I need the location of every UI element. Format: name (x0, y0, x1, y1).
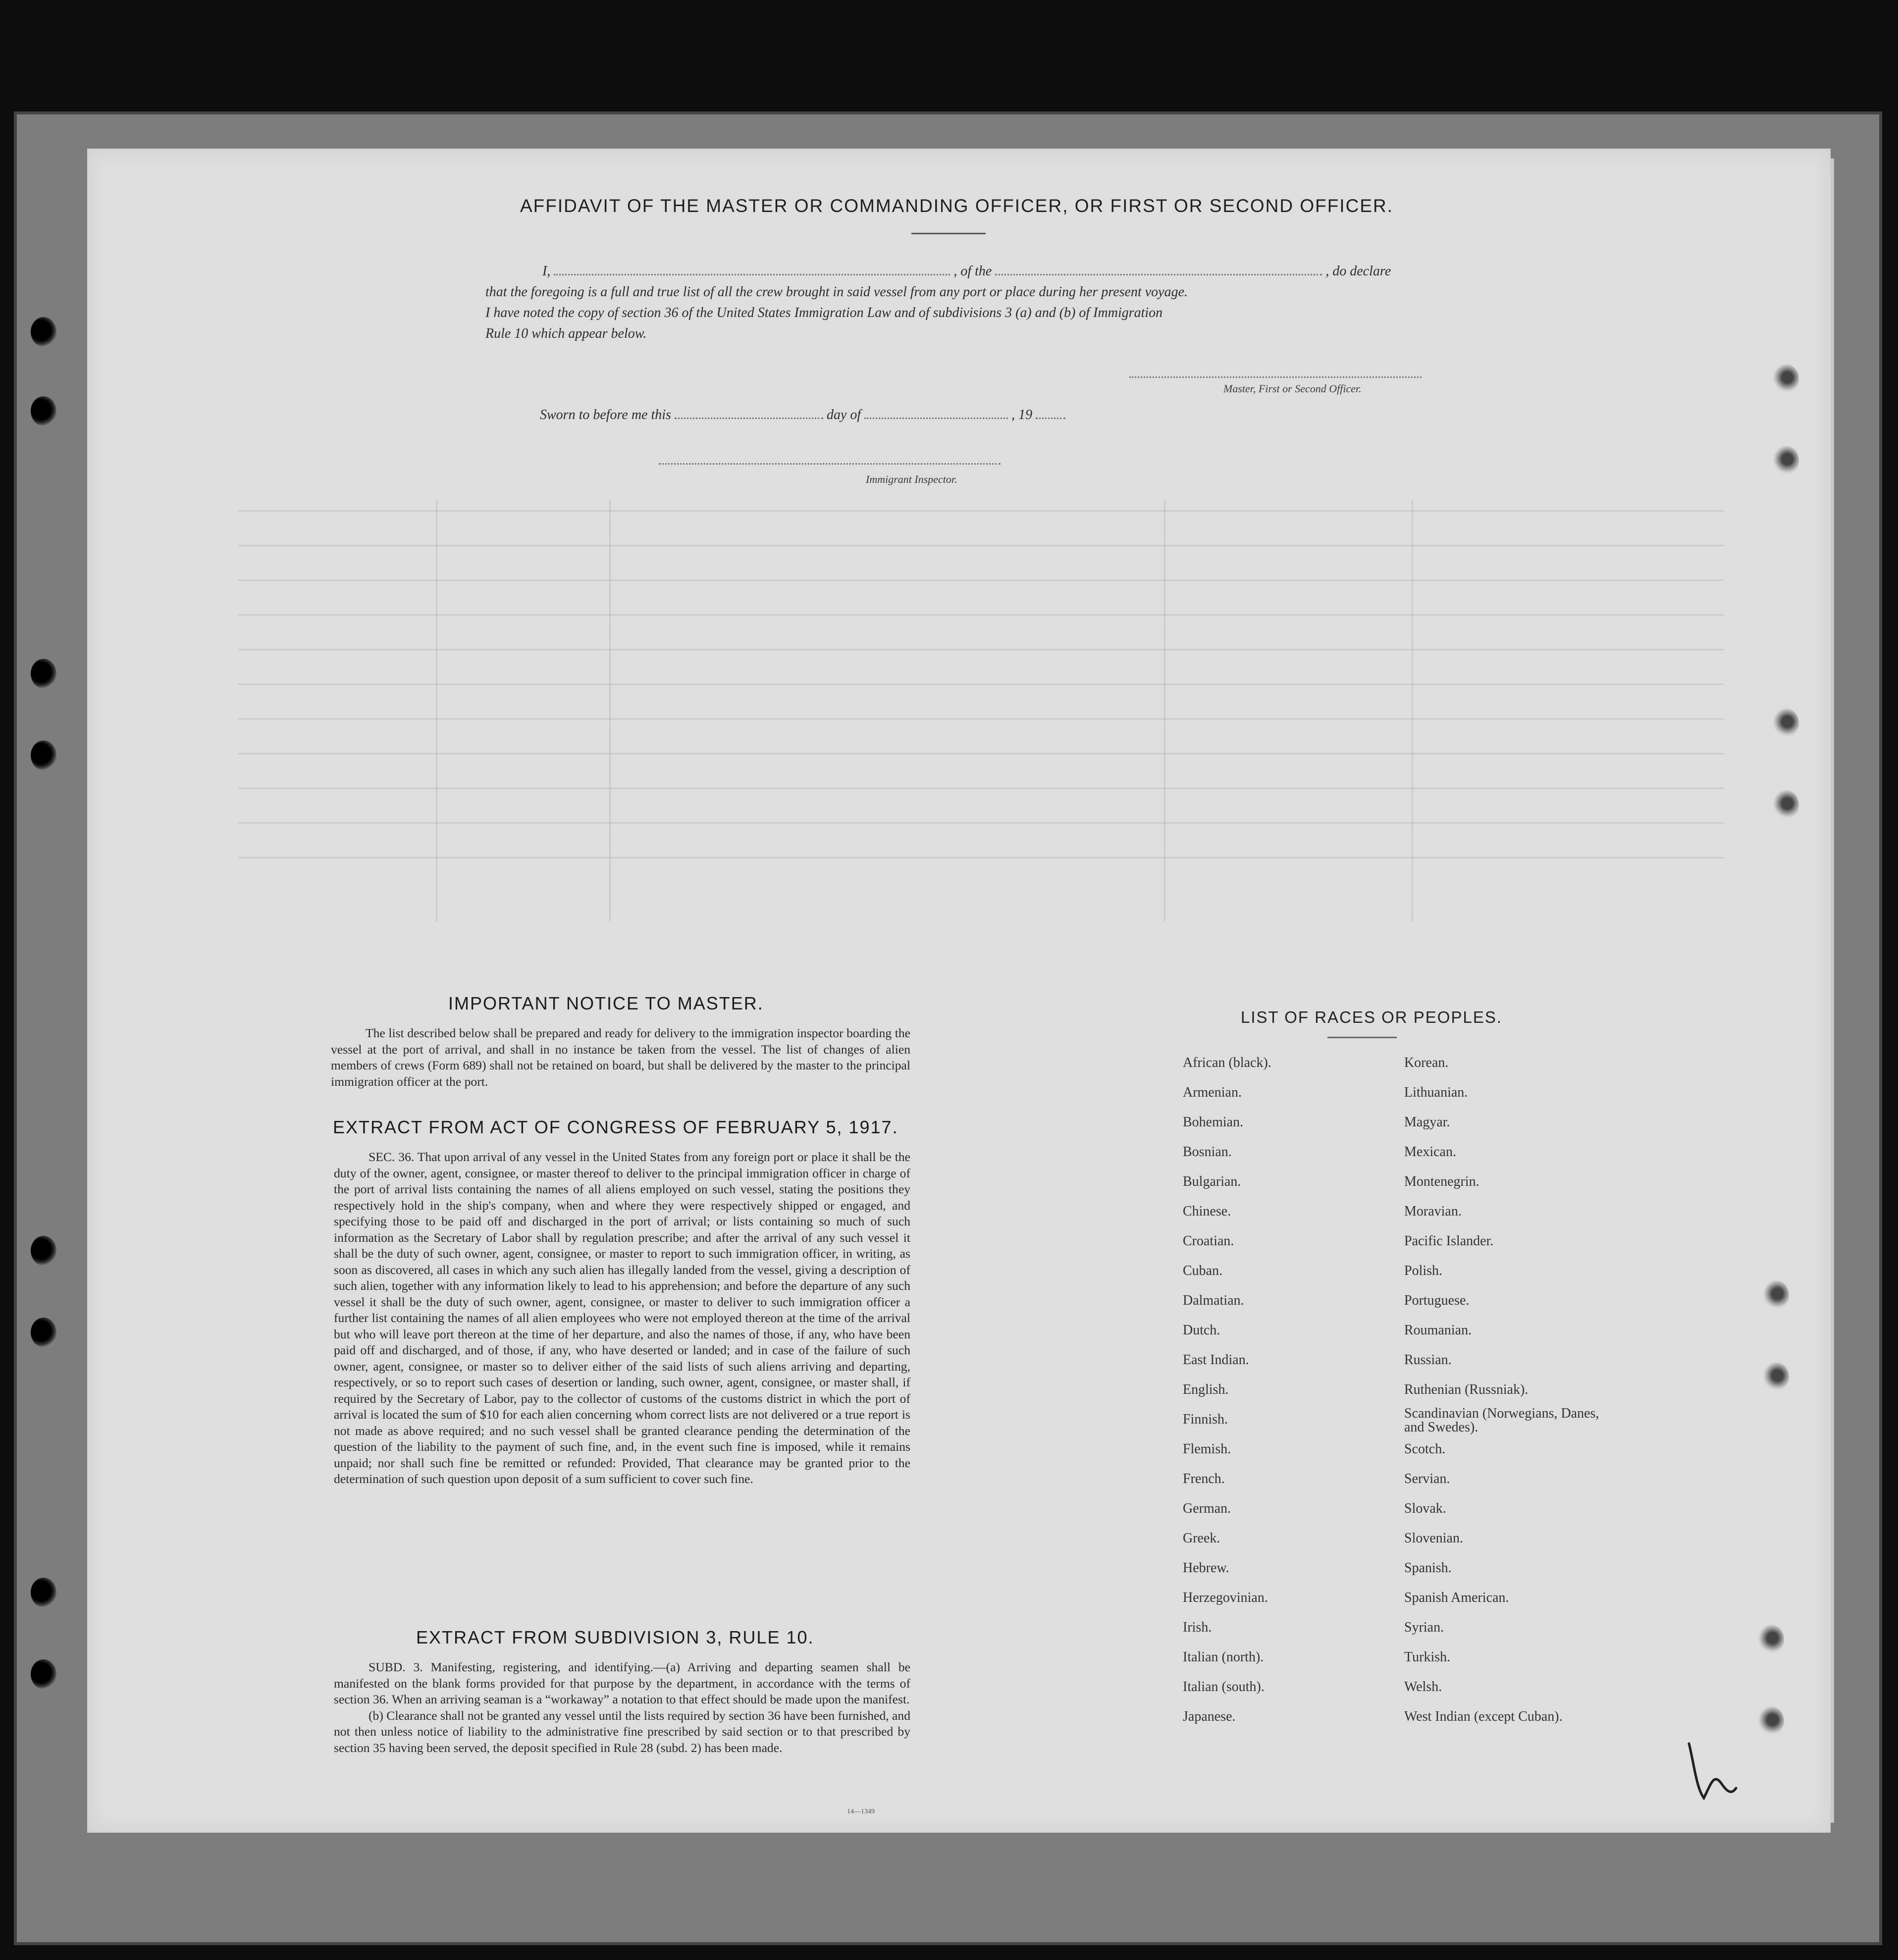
race-item: Magyar. (1404, 1114, 1450, 1130)
binder-hole-left-6 (31, 1318, 56, 1347)
title-divider (911, 233, 986, 234)
binder-hole-left-4 (31, 741, 56, 770)
binder-hole-right-3 (1773, 708, 1799, 738)
binder-hole-right-7 (1758, 1625, 1784, 1654)
sworn-line (540, 407, 1065, 423)
race-item: Bulgarian. (1183, 1174, 1241, 1189)
race-item: Finnish. (1183, 1412, 1228, 1427)
race-item: Herzegovinian. (1183, 1590, 1268, 1605)
race-item: Moravian. (1404, 1204, 1462, 1219)
sworn-year-field[interactable] (1036, 408, 1065, 419)
notice-text: The list described below shall be prepared and ready for delivery to the immigration inspector boarding the vessel at the port of arrival, and shall in no instance be taken from the vessel. The list of changes of alien members of crews (Form 689) shall not be retained on board, but shall be delivered by the master to the principal immigration officer at the port. (331, 1026, 910, 1089)
race-item: Pacific Islander. (1404, 1233, 1494, 1249)
binder-hole-right-1 (1773, 364, 1799, 394)
race-item: Portuguese. (1404, 1293, 1470, 1308)
race-item: West Indian (except Cuban). (1404, 1709, 1563, 1724)
race-item: Irish. (1183, 1620, 1212, 1635)
sworn-text: Sworn to before me this (540, 407, 671, 423)
vessel-prefix: , of the (953, 264, 992, 279)
day-of-text: day of (826, 407, 861, 423)
race-item: Greek. (1183, 1531, 1220, 1546)
affidavit-line-4: Rule 10 which appear below. (485, 326, 647, 341)
vessel-name-field[interactable] (995, 264, 1322, 275)
binder-hole-left-5 (31, 1236, 56, 1266)
race-item: Roumanian. (1404, 1323, 1472, 1338)
declarant-name-field[interactable] (554, 264, 950, 275)
race-item: Scotch. (1404, 1441, 1446, 1457)
race-item: Bohemian. (1183, 1114, 1244, 1130)
race-item: Russian. (1404, 1352, 1452, 1368)
affidavit-line-3: I have noted the copy of section 36 of the United States Immigration Law and of subdivisions 3 (a) and (b) of Immigration (485, 305, 1163, 320)
year-prefix: , 19 (1011, 407, 1033, 423)
binder-hole-right-4 (1773, 790, 1799, 820)
binder-hole-right-2 (1773, 446, 1799, 476)
race-item: African (black). (1183, 1055, 1271, 1070)
document-page (87, 149, 1831, 1833)
binder-hole-right-5 (1763, 1280, 1789, 1310)
declarant-prefix: I, (542, 264, 551, 279)
officer-caption: Master, First or Second Officer. (1223, 382, 1362, 395)
affidavit-title: AFFIDAVIT OF THE MASTER OR COMMANDING OFFICER, OR FIRST OR SECOND OFFICER. (520, 196, 1394, 216)
declare-text: , do declare (1325, 264, 1391, 279)
race-item: Dutch. (1183, 1323, 1220, 1338)
race-item: Ruthenian (Russniak). (1404, 1382, 1529, 1397)
binder-hole-right-6 (1763, 1362, 1789, 1392)
binder-hole-left-3 (31, 659, 56, 689)
race-item: Croatian. (1183, 1233, 1234, 1249)
rule-para-a: SUBD. 3. Manifesting, registering, and identifying.—(a) Arriving and departing seamen shall be manifested on the blank forms provided for that purpose by the department, in accordance with the terms of section 36. When an arriving seaman is a “workaway” a notation to that effect should be made upon the manifest. (334, 1660, 910, 1706)
binder-hole-left-8 (31, 1659, 56, 1689)
race-item: German. (1183, 1501, 1231, 1516)
affidavit-line-1 (542, 264, 1391, 279)
race-item: Syrian. (1404, 1620, 1444, 1635)
race-item: Servian. (1404, 1471, 1450, 1486)
race-item: Chinese. (1183, 1204, 1231, 1219)
race-item: Mexican. (1404, 1144, 1456, 1160)
officer-signature-field[interactable] (1129, 367, 1422, 378)
sworn-date-field[interactable] (675, 408, 823, 419)
race-item: Cuban. (1183, 1263, 1223, 1278)
act-heading: EXTRACT FROM ACT OF CONGRESS OF FEBRUARY 5, 1917. (333, 1117, 898, 1137)
races-divider (1327, 1037, 1397, 1038)
race-item: Slovak. (1404, 1501, 1446, 1516)
race-item: Scandinavian (Norwegians, Danes, and Swedes). (1404, 1406, 1599, 1435)
race-item: Welsh. (1404, 1679, 1442, 1695)
race-item: Lithuanian. (1404, 1085, 1468, 1100)
race-item: French. (1183, 1471, 1225, 1486)
act-text: SEC. 36. That upon arrival of any vessel in the United States from any foreign port or place it shall be the duty of the owner, agent, consignee, or master thereof to deliver to the principal immigration officer in charge of the port of arrival lists containing the names of all aliens employed on such vessel, stating the positions they respectively hold in the ship's company, when and where they were respectively shipped or engaged, and specifying those to be paid off and discharged in the port of arrival; or lists containing so much of such information as the Secretary of Labor shall by regulation prescribe; and after the arrival of any such vessel it shall be the duty of such owner, agent, consignee, or master to report to such immigration officer, in writing, as soon as discovered, all cases in which any such alien has illegally landed from the vessel, giving a description of such alien, together with any information likely to lead to his apprehension; and before the departure of any such vessel it shall be the duty of such owner, agent, consignee, or master to deliver to such immigration officer a further list containing the names of all alien employees who were not employed thereon at the time of the arrival but who will leave port thereon at the time of her departure, and also the names of those, if any, who have been paid off and discharged, and of those, if any, who have deserted or landed; and in case of the failure of such owner, agent, consignee, or master so to deliver either of the said lists of such aliens arriving and departing, respectively, or so to report such cases of desertion or landing, such owner, agent, consignee, or master shall, if required by the Secretary of Labor, pay to the collector of customs of the customs district in which the port of arrival is located the sum of $10 for each alien concerning whom correct lists are not delivered or a true report is not made as above required; and no such vessel shall be granted clearance pending the determination of the question of the liability to the payment of such fine, and, in the event such fine is imposed, while it remains unpaid; nor shall such fine be remitted or refunded: Provided, That clearance may be granted prior to the determination of such question upon deposit of a sum sufficient to cover such fine. (334, 1150, 910, 1486)
binder-hole-right-8 (1758, 1706, 1784, 1736)
race-item: Spanish. (1404, 1560, 1452, 1576)
race-item: Turkish. (1404, 1649, 1451, 1665)
race-item: Spanish American. (1404, 1590, 1509, 1605)
binder-hole-left-1 (31, 317, 56, 347)
form-code: 14—1349 (847, 1808, 875, 1815)
inspector-caption: Immigrant Inspector. (866, 473, 957, 485)
binder-hole-left-7 (31, 1578, 56, 1607)
race-item: Italian (north). (1183, 1649, 1264, 1665)
act-body (334, 1149, 910, 1487)
binder-hole-left-2 (31, 396, 56, 426)
race-item: Flemish. (1183, 1441, 1231, 1457)
inspector-signature-field[interactable] (659, 453, 1001, 465)
handwritten-mark (1684, 1734, 1743, 1813)
race-item: Japanese. (1183, 1709, 1236, 1724)
race-item: Armenian. (1183, 1085, 1242, 1100)
sworn-month-field[interactable] (864, 408, 1008, 419)
rule-body (334, 1659, 910, 1756)
affidavit-line-2: that the foregoing is a full and true list of all the crew brought in said vessel from any port or place during her present voyage. (485, 284, 1188, 300)
race-item: Korean. (1404, 1055, 1449, 1070)
race-item: Slovenian. (1404, 1531, 1463, 1546)
race-item: Hebrew. (1183, 1560, 1229, 1576)
race-item: Italian (south). (1183, 1679, 1265, 1695)
rule-heading: EXTRACT FROM SUBDIVISION 3, RULE 10. (416, 1627, 814, 1647)
race-item: Montenegrin. (1404, 1174, 1479, 1189)
race-item: Polish. (1404, 1263, 1443, 1278)
race-item: Dalmatian. (1183, 1293, 1244, 1308)
notice-heading: IMPORTANT NOTICE TO MASTER. (448, 993, 764, 1013)
race-item: East Indian. (1183, 1352, 1249, 1368)
races-title: LIST OF RACES OR PEOPLES. (1241, 1008, 1503, 1026)
race-item: Bosnian. (1183, 1144, 1232, 1160)
notice-body (331, 1025, 910, 1090)
rule-para-b: (b) Clearance shall not be granted any vessel until the lists required by section 36 have been furnished, and not then unless notice of liability to the administrative fine prescribed by said section or to that prescribed by section 35 having been served, the deposit specified in Rule 28 (subd. 2) has been made. (334, 1708, 910, 1755)
race-item: English. (1183, 1382, 1229, 1397)
